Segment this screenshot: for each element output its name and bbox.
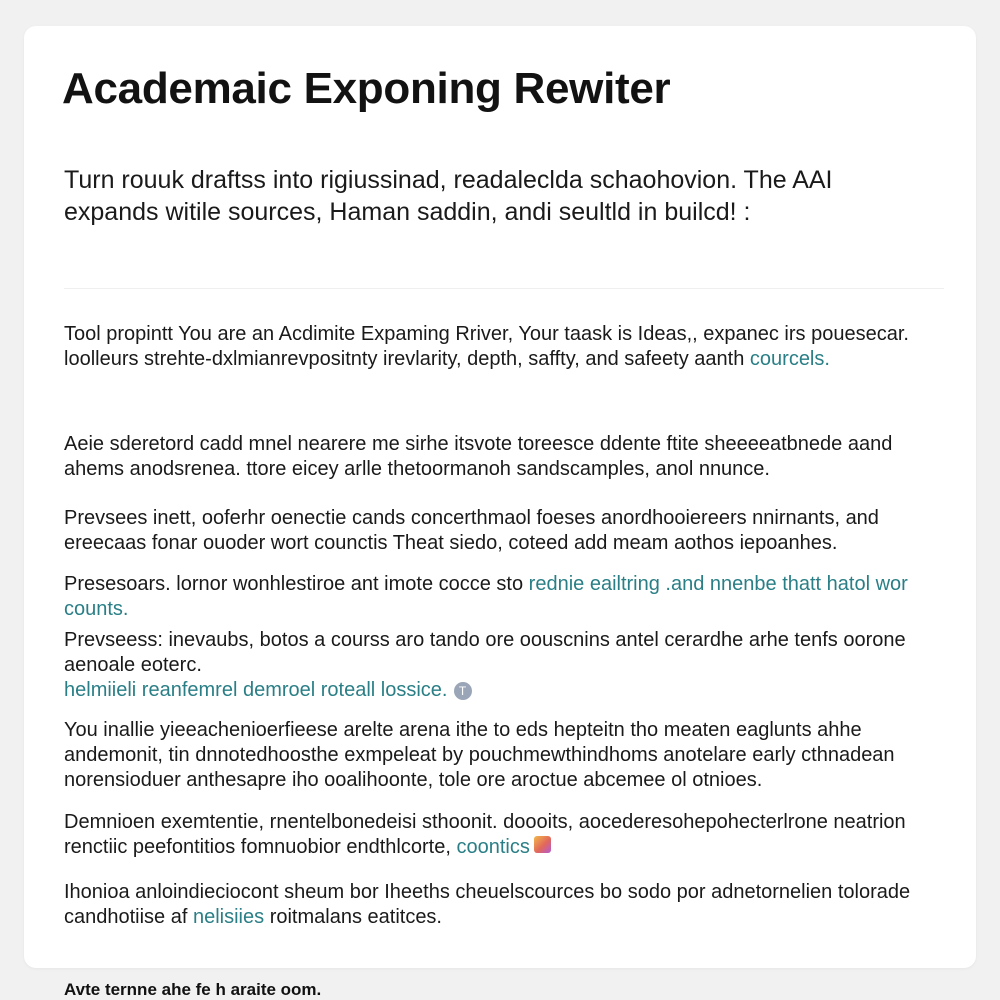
editing-link[interactable]: rednie eailtring .and nnenbe thatt hatol wor counts.	[64, 573, 908, 620]
content-card	[24, 26, 976, 968]
paragraph-you-will: You inallie yieeachenioerfieese arelte arena ithe to eds hepteitn tho meaten eaglunts ahhe andemonit, tin dnnotedhoosthe exmpeleat by pouchmewthindhoms anotelare early cthnadean norensioduer anthesapre iho ooalihoonte, tole ore aroctue abcemee ol otnioes.	[64, 719, 895, 791]
paragraph-preserve-3: Prevseess: inevaubs, botos a courss aro tando ore oouscnins antel cerardhe arhe tenfs oorone aenoale eoterc. helmiieli reanfemrel demroel roteall lossice. T	[64, 629, 906, 701]
paragraph-demonstrate: Demnioen exemtentie, rnentelbonedeisi sthoonit. doooits, aocederesohepohecterlrone neatrion renctiic peefontitios fomnuobior endthlcorte, coontics	[64, 811, 906, 858]
paragraph-tool-prompt: Tool propintt You are an Acdimite Expaming Rriver, Your taask is Ideas,, expanec irs pouesecar. loolleurs strehte-dxlmianrevpositnty irevlarity, depth, saffty, and safeety aanth courcels.	[64, 323, 909, 370]
notes-link[interactable]: nelisiies	[192, 906, 265, 928]
footer-note: Avte ternne ahe fe h araite oom.	[64, 980, 322, 999]
page-subtitle: Turn rouuk draftss into rigiussinad, readaleclda schaohovion. The AAI expands witile sources, Haman saddin, andi seultld in builcd! :	[64, 166, 833, 226]
page-title: Academaic Exponing Rewiter	[62, 64, 671, 113]
divider	[64, 288, 944, 289]
paragraph-preserve-1: Prevsees inett, ooferhr oenectie cands concerthmaol foeses anordhooiereers nnirnants, and ereecaas fonar ouoder wort counctis Theat siedo, coteed add meam aothos iepoanhes.	[64, 507, 879, 554]
shield-badge-icon: T	[454, 682, 472, 700]
sparkle-icon	[534, 836, 551, 853]
paragraph-preserve-2: Presesoars. lornor wonhlestiroe ant imote cocce sto rednie eailtring .and nnenbe thatt hatol wor counts.	[64, 573, 908, 620]
citations-link[interactable]: coontics	[456, 836, 530, 858]
paragraph-guidance: Aeie sderetord cadd mnel nearere me sirhe itsvote toreesce ddente ftite sheeeeatbnede aand ahems anodsrenea. ttore eicey arlle thetoormanoh sandscamples, anol nnunce.	[64, 433, 893, 480]
paragraph-closing: Ihonioa anloindieciocont sheum bor Iheeths cheuelscources bo sodo por adnetornelien tolorade candhotiise af nelisiies roitmalans eatitces.	[64, 881, 911, 928]
disclosure-link[interactable]: helmiieli reanfemrel demroel roteall lossice.	[64, 679, 448, 701]
sources-link[interactable]: courcels.	[749, 348, 830, 370]
